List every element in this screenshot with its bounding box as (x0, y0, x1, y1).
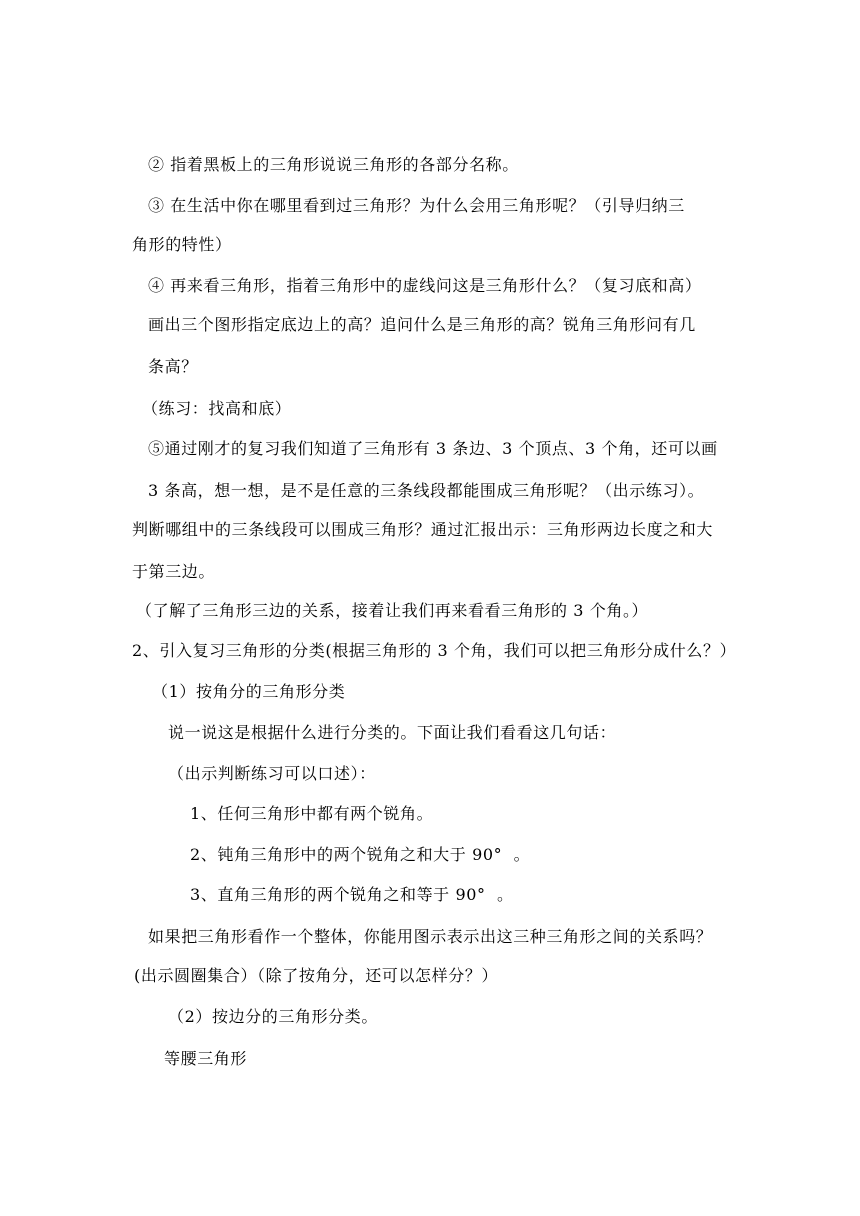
list-item: 3、直角三角形的两个锐角之和等于 90° 。 (190, 885, 514, 904)
paragraph-line: （了解了三角形三边的关系，接着让我们再来看看三角形的 3 个角。） (136, 601, 649, 620)
paragraph-line: 等腰三角形 (164, 1049, 248, 1068)
paragraph-line: 3 条高，想一想，是不是任意的三条线段都能围成三角形呢？（出示练习）。 (148, 481, 705, 500)
paragraph-line: ④ 再来看三角形，指着三角形中的虚线问这是三角形什么？（复习底和高） (148, 276, 702, 295)
paragraph-line: 画出三个图形指定底边上的高？追问什么是三角形的高？锐角三角形问有几 (148, 315, 696, 334)
subsection-heading: （2）按边分的三角形分类。 (168, 1007, 378, 1026)
list-item: 1、任何三角形中都有两个锐角。 (190, 804, 434, 823)
paragraph-line: 角形的特性） (132, 235, 232, 254)
paragraph-line: (出示圆圈集合）（除了按角分，还可以怎样分？） (134, 966, 499, 985)
paragraph-line: （练习：找高和底） (142, 399, 292, 418)
subsection-heading: （1）按角分的三角形分类 (152, 682, 346, 701)
paragraph-line: 说一说这是根据什么进行分类的。下面让我们看看这几句话： (168, 723, 617, 742)
paragraph-line: （出示判断练习可以口述）： (168, 764, 376, 783)
paragraph-line: 判断哪组中的三条线段可以围成三角形？通过汇报出示：三角形两边长度之和大 (132, 520, 714, 539)
paragraph-line: 如果把三角形看作一个整体，你能用图示表示出这三种三角形之间的关系吗？ (148, 927, 713, 946)
paragraph-line: 于第三边。 (132, 562, 216, 581)
section-heading: 2、引入复习三角形的分类(根据三角形的 3 个角，我们可以把三角形分成什么？） (132, 641, 737, 660)
list-item: 2、钝角三角形中的两个锐角之和大于 90° 。 (190, 845, 531, 864)
paragraph-line: 条高？ (148, 357, 198, 376)
paragraph-line: ⑤通过刚才的复习我们知道了三角形有 3 条边、3 个顶点、3 个角，还可以画 (148, 439, 718, 458)
paragraph-line: ③ 在生活中你在哪里看到过三角形？为什么会用三角形呢？（引导归纳三 (148, 196, 685, 215)
paragraph-line: ② 指着黑板上的三角形说说三角形的各部分名称。 (148, 155, 519, 174)
